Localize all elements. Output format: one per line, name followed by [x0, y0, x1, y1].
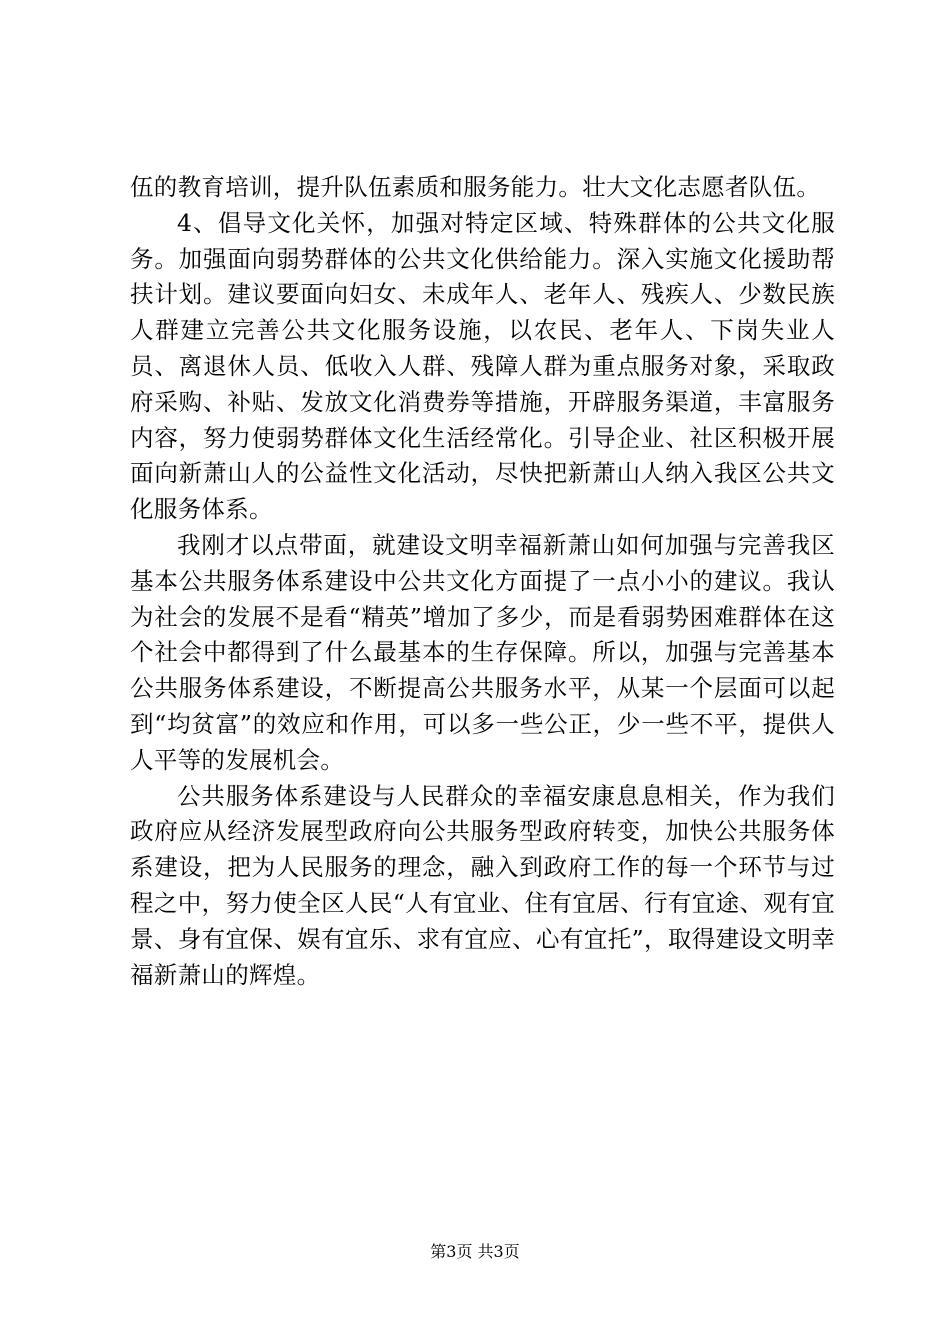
paragraph-3: 我刚才以点带面，就建设文明幸福新萧山如何加强与完善我区基本公共服务体系建设中公共文化方面提了一点小小的建议。我认为社会的发展不是看“精英”增加了多少，而是看弱势困难群体在这个社会中都得到了什么最基本的生存保障。所以，加强与完善基本公共服务体系建设，不断提高公共服务水平，从某一个层面可以起到“均贫富”的效应和作用，可以多一些公正，少一些不平，提供人人平等的发展机会。 [130, 530, 835, 774]
document-body [130, 170, 835, 993]
paragraph-2: 4、倡导文化关怀，加强对特定区域、特殊群体的公共文化服务。加强面向弱势群体的公共文化供给能力。深入实施文化援助帮扶计划。建议要面向妇女、未成年人、老年人、残疾人、少数民族人群建立完善公共文化服务设施，以农民、老年人、下岗失业人员、离退休人员、低收入人群、残障人群为重点服务对象，采取政府采购、补贴、发放文化消费券等措施，开辟服务渠道，丰富服务内容，努力使弱势群体文化生活经常化。引导企业、社区积极开展面向新萧山人的公益性文化活动，尽快把新萧山人纳入我区公共文化服务体系。 [130, 208, 835, 524]
page-footer: 第3页 共3页 [430, 1242, 520, 1261]
paragraph-4: 公共服务体系建设与人民群众的幸福安康息息相关，作为我们政府应从经济发展型政府向公共服务型政府转变，加快公共服务体系建设，把为人民服务的理念，融入到政府工作的每一个环节与过程之中，努力使全区人民“人有宜业、住有宜居、行有宜途、观有宜景、身有宜保、娱有宜乐、求有宜应、心有宜托”，取得建设文明幸福新萧山的辉煌。 [130, 781, 835, 989]
paragraph-1: 伍的教育培训，提升队伍素质和服务能力。壮大文化志愿者队伍。 [130, 173, 821, 201]
